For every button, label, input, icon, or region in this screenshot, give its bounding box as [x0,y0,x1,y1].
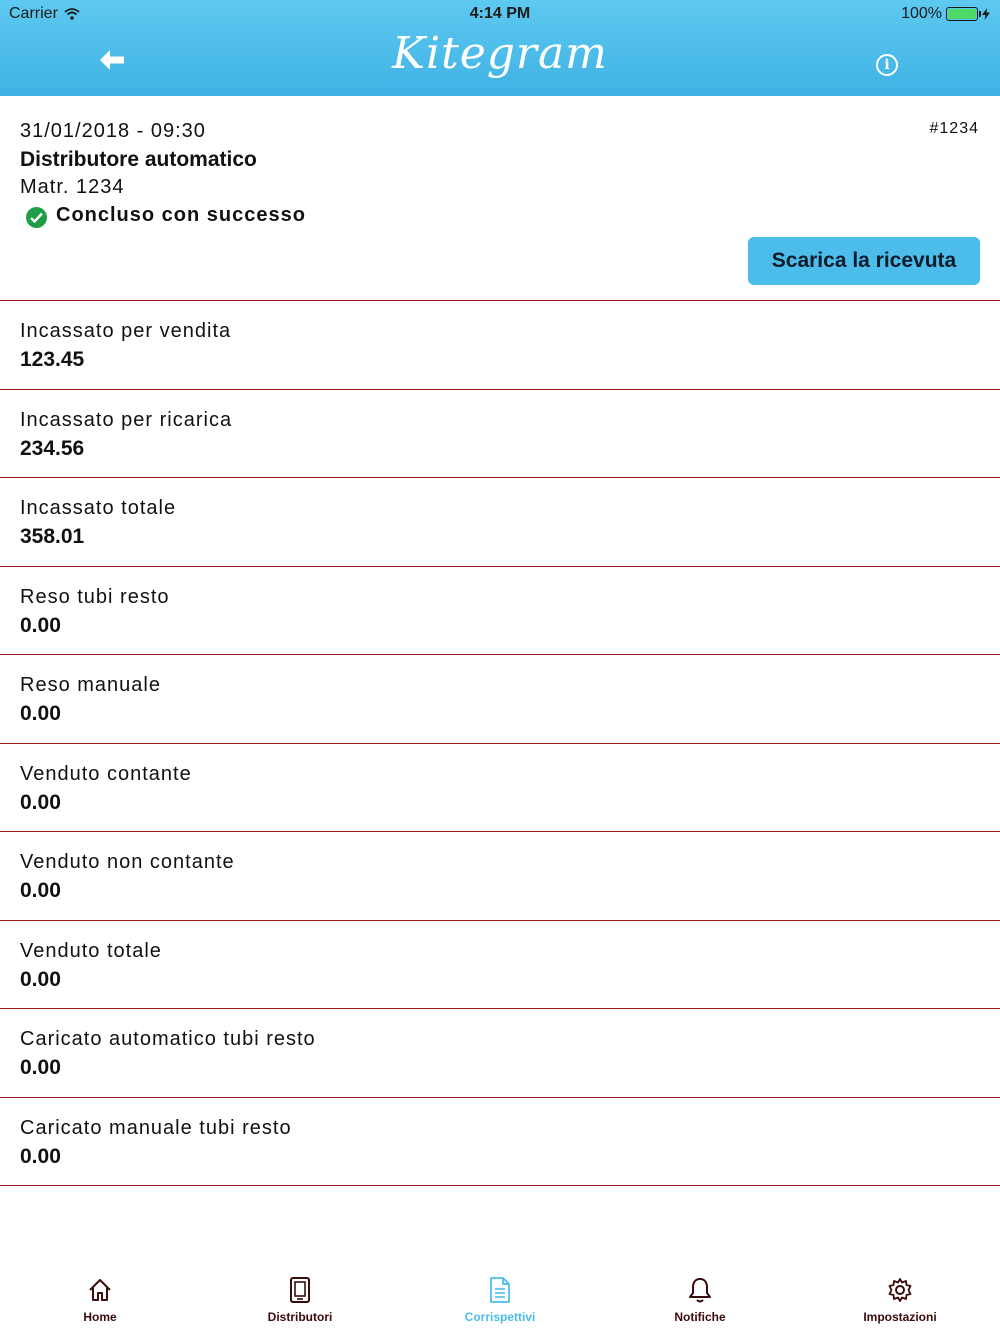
list-item [0,1098,1000,1187]
item-value: 0.00 [20,790,61,814]
item-label: Reso manuale [20,674,161,696]
status-time: 4:14 PM [469,5,531,22]
document-icon [486,1276,514,1304]
gear-icon [886,1276,914,1304]
tab-home[interactable] [0,1262,200,1334]
item-value: 358.01 [20,525,85,548]
item-label: Venduto non contante [20,851,235,873]
list-item [0,390,1000,479]
battery-percent: 100% [901,5,942,22]
app-logo: Kitegram [392,28,608,79]
tab-bar [0,1262,1000,1334]
item-value: 0.00 [20,879,61,902]
summary-id: #1234 [929,120,979,137]
tab-impostazioni-label: Impostazioni [863,1310,937,1324]
home-icon [86,1276,114,1304]
item-label: Incassato per ricarica [20,408,233,431]
list-item [0,921,1000,1010]
item-label: Venduto totale [20,939,162,962]
receipt-summary [0,96,1000,301]
item-value: 0.00 [20,967,61,991]
summary-name: Distributore automatico [20,148,257,171]
tab-corrispettivi[interactable] [400,1262,600,1334]
download-receipt-button[interactable]: Scarica la ricevuta [748,237,980,285]
item-label: Reso tubi resto [20,585,170,608]
item-value: 0.00 [20,613,61,637]
charging-icon [982,8,990,20]
battery-icon [946,7,978,21]
tab-distributori[interactable] [200,1262,400,1334]
tab-home-label: Home [83,1310,117,1324]
values-list [0,301,1000,1186]
summary-matr: Matr. 1234 [20,176,125,198]
info-icon[interactable]: i [876,54,898,76]
check-circle-icon [26,207,47,228]
status-bar [0,0,1000,28]
status-text: Concluso con successo [56,204,306,226]
list-item [0,744,1000,833]
status-badge [26,203,306,228]
item-label: Incassato totale [20,497,177,519]
item-label: Caricato manuale tubi resto [20,1116,292,1139]
tab-notifiche[interactable] [600,1262,800,1334]
list-item [0,478,1000,567]
device-icon [286,1276,314,1304]
tab-notifiche-label: Notifiche [674,1310,726,1324]
bell-icon [686,1276,714,1304]
item-value: 234.56 [20,436,85,460]
carrier-label: Carrier [9,5,58,22]
tab-distributori-label: Distributori [267,1310,333,1324]
item-label: Venduto contante [20,762,192,785]
list-item [0,1009,1000,1098]
tab-impostazioni[interactable] [800,1262,1000,1334]
app-header [0,0,1000,96]
item-label: Caricato automatico tubi resto [20,1028,316,1050]
item-value: 0.00 [20,1056,61,1079]
list-item [0,655,1000,744]
item-label: Incassato per vendita [20,320,232,342]
summary-datetime: 31/01/2018 - 09:30 [20,120,206,142]
item-value: 0.00 [20,1144,61,1168]
list-item [0,567,1000,656]
item-value: 123.45 [20,348,85,371]
tab-corrispettivi-label: Corrispettivi [464,1310,536,1324]
battery-info [901,5,990,23]
list-item [0,301,1000,390]
item-value: 0.00 [20,702,61,725]
list-item [0,832,1000,921]
